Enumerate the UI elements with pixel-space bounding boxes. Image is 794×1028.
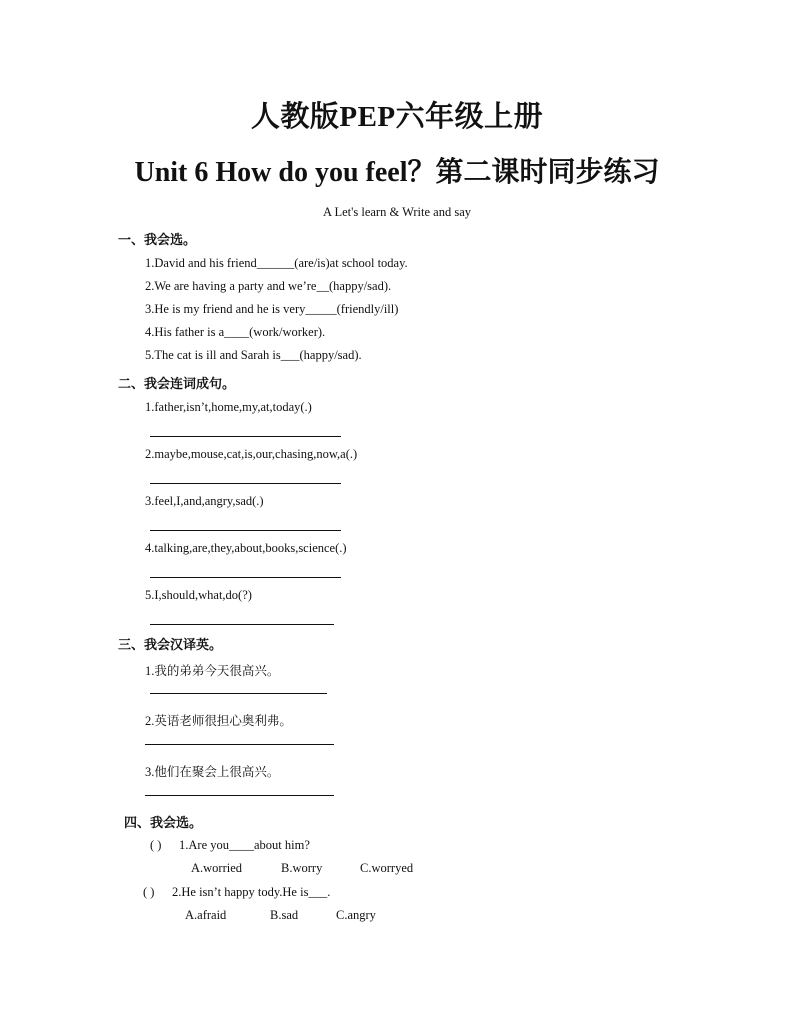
question-stem: 1.Are you____about him? <box>179 838 310 852</box>
section1-item: 1.David and his friend______(are/is)at school today. <box>145 256 408 270</box>
section2-item: 1.father,isn’t,home,my,at,today(.) <box>145 400 312 414</box>
section1-item: 5.The cat is ill and Sarah is___(happy/sad). <box>145 348 362 362</box>
option-b[interactable]: B.sad <box>270 908 299 922</box>
section3-heading: 三、我会汉译英。 <box>118 637 223 652</box>
section3-item: 1.我的弟弟今天很高兴。 <box>145 664 280 678</box>
section1-item: 3.He is my friend and he is very_____(friendly/ill) <box>145 302 399 316</box>
answer-line[interactable] <box>150 530 341 531</box>
section2-item: 3.feel,I,and,angry,sad(.) <box>145 494 264 508</box>
section1-heading: 一、我会选。 <box>118 232 197 247</box>
answer-bracket[interactable]: ( ) <box>143 885 155 899</box>
answer-line[interactable] <box>150 483 341 484</box>
answer-line[interactable] <box>145 795 334 796</box>
option-c[interactable]: C.worryed <box>360 861 414 875</box>
option-b[interactable]: B.worry <box>281 861 323 875</box>
section2-heading: 二、我会连词成句。 <box>118 376 236 391</box>
question-stem: 2.He isn’t happy tody.He is___. <box>172 885 331 899</box>
section4-heading: 四、我会选。 <box>124 815 203 830</box>
section3-item: 3.他们在聚会上很高兴。 <box>145 765 280 779</box>
answer-line[interactable] <box>145 744 334 745</box>
section2-item: 5.I,should,what,do(?) <box>145 588 252 602</box>
option-a[interactable]: A.worried <box>191 861 243 875</box>
option-c[interactable]: C.angry <box>336 908 376 922</box>
section2-item: 2.maybe,mouse,cat,is,our,chasing,now,a(.) <box>145 447 358 461</box>
page-title: 人教版PEP六年级上册 <box>250 101 544 133</box>
section1-item: 2.We are having a party and we’re__(happy/sad). <box>145 279 392 293</box>
answer-line[interactable] <box>150 577 341 578</box>
section2-item: 4.talking,are,they,about,books,science(.) <box>145 541 347 555</box>
section3-item: 2.英语老师很担心奥利弗。 <box>145 714 292 728</box>
answer-line[interactable] <box>150 693 327 694</box>
answer-line[interactable] <box>150 436 341 437</box>
section1-item: 4.His father is a____(work/worker). <box>145 325 326 339</box>
answer-line[interactable] <box>150 624 334 625</box>
lesson-subtitle: A Let's learn & Write and say <box>322 205 471 219</box>
page-subtitle-unit: Unit 6 How do you feel？第二课时同步练习 <box>134 157 660 188</box>
option-a[interactable]: A.afraid <box>185 908 227 922</box>
answer-bracket[interactable]: ( ) <box>150 838 162 852</box>
